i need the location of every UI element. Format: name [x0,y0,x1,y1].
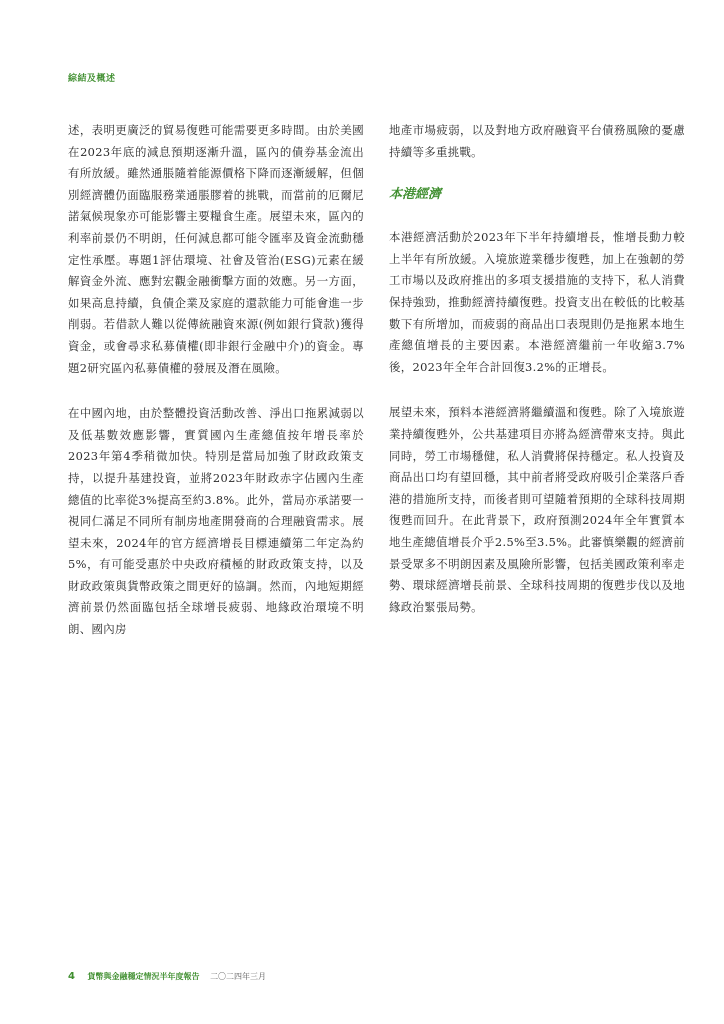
report-title: 貨幣與金融穩定情況半年度報告 [87,972,200,981]
left-column [68,120,364,641]
paragraph-right-2: 展望未來，預料本港經濟將繼續溫和復甦。除了入境旅遊業持續復甦外，公共基建項目亦將為經濟帶來支持。與此同時，勞工市場穩健，私人消費將保持穩定。私人投資及商品出口均有望回穩，其中前者將受政府吸引企業落戶香港的措施所支持，而後者則可望隨着預期的全球科技周期復甦而回升。在此背景下，政府預測2024年全年實質本地生產總值增長介乎2.5%至3.5%。此審慎樂觀的經濟前景受眾多不明朗因素及風險所影響，包括美國政策利率走勢、環球經濟增長前景、全球科技周期的復甦步伐以及地緣政治緊張局勢。 [389,405,685,614]
section-header: 綜結及概述 [68,74,116,84]
paragraph-right-intro: 地產市場疲弱，以及對地方政府融資平台債務風險的憂慮持續等多重挑戰。 [389,123,685,159]
paragraph-right-1: 本港經濟活動於2023年下半年持續增長，惟增長動力較上半年有所放緩。入境旅遊業穩步復甦，加上在強韌的勞工市場以及政府推出的多項支援措施的支持下，私人消費保持強勁，推動經濟持續復甦。投資支出在較低的比較基數下有所增加，而疲弱的商品出口表現則仍是拖累本地生產總值增長的主要因素。本港經濟繼前一年收縮3.7%後，2023年全年合計回復3.2%的正增長。 [389,230,685,374]
page-number: 4 [68,971,75,982]
paragraph-left-2: 在中國內地，由於整體投資活動改善、淨出口拖累減弱以及低基數效應影響，實質國內生產總值按年增長率於2023年第4季稍微加快。特別是當局加強了財政政策支持，以提升基建投資，並將2023年財政赤字佔國內生產總值的比率從3%提高至約3.8%。此外，當局亦承諾要一視同仁滿足不同所有制房地產開發商的合理融資需求。展望未來，2024年的官方經濟增長目標連續第二年定為約5%，有可能受惠於中央政府積極的財政政策支持，以及財政政策與貨幣政策之間更好的協調。然而，內地短期經濟前景仍然面臨包括全球增長疲弱、地緣政治環境不明朗、國內房 [68,406,364,637]
report-date: 二〇二四年三月 [210,972,267,981]
paragraph-left-1: 述，表明更廣泛的貿易復甦可能需要更多時間。由於美國在2023年底的減息預期逐漸升溫，區內的債券基金流出有所放緩。雖然通脹隨着能源價格下降而逐漸緩解，但個別經濟體仍面臨服務業通脹膠着的挑戰，而當前的厄爾尼諾氣候現象亦可能影響主要糧食生產。展望未來，區內的利率前景仍不明朗，任何減息都可能令匯率及資金流動穩定性承壓。專題1評估環境、社會及管治(ESG)元素在緩解資金外流、應對宏觀金融衝擊方面的效應。另一方面，如果高息持續，負債企業及家庭的還款能力可能會進一步削弱。若借款人難以從傳統融資來源(例如銀行貸款)獲得資金，或會尋求私募債權(即非銀行金融中介)的資金。專題2研究區內私募債權的發展及潛在風險。 [68,123,364,375]
page-footer [68,971,266,982]
right-column [389,120,685,618]
section-heading-hk-economy: 本港經濟 [389,187,442,203]
